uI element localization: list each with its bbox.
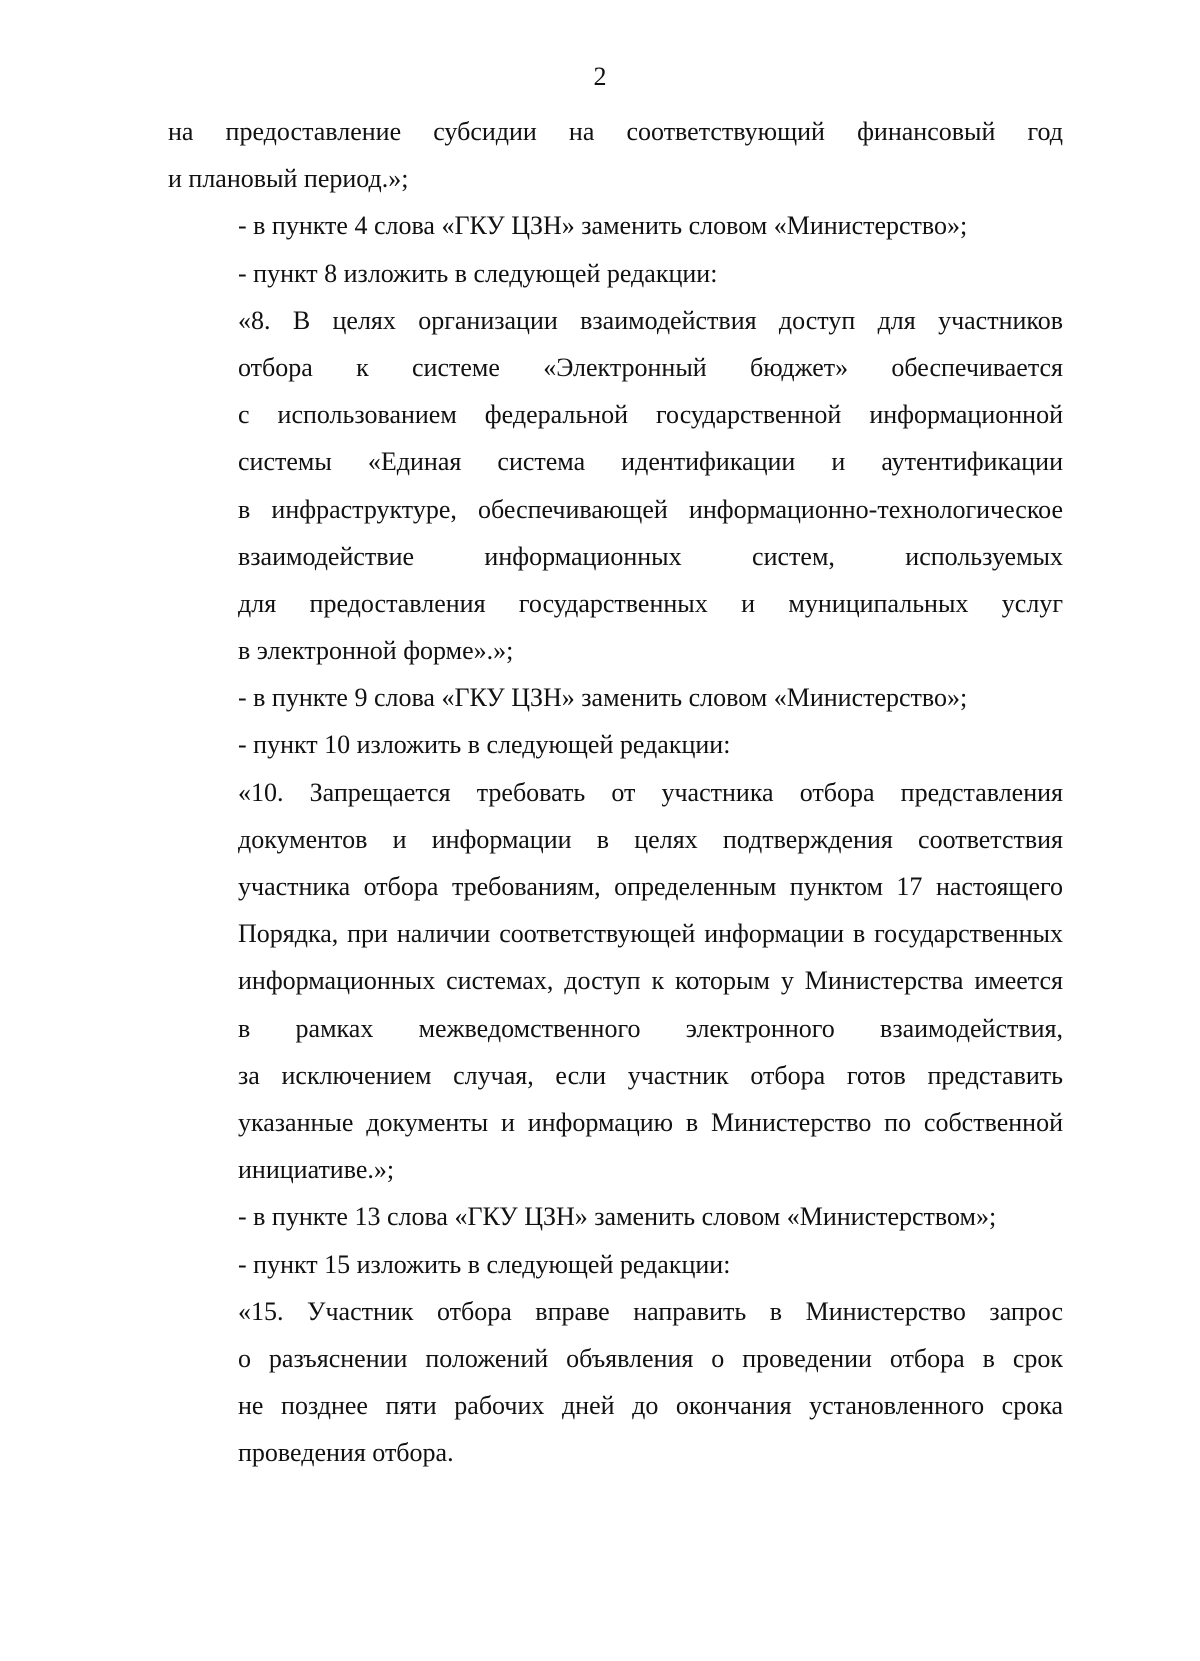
text-line: инициативе.»;: [238, 1155, 395, 1185]
text-line: - в пункте 4 слова «ГКУ ЦЗН» заменить словом «Министерство»;: [238, 211, 968, 241]
paragraph: [168, 721, 1063, 768]
text-line: - в пункте 9 слова «ГКУ ЦЗН» заменить словом «Министерство»;: [238, 683, 968, 713]
text-line: - в пункте 13 слова «ГКУ ЦЗН» заменить словом «Министерством»;: [238, 1202, 997, 1232]
text-line: для предоставления государственных и муниципальных услуг: [238, 588, 1063, 618]
text-line: не позднее пяти рабочих дней до окончания установленного срока: [238, 1391, 1063, 1421]
text-line: Порядка, при наличии соответствующей информации в государственных: [238, 919, 1063, 949]
text-line: в инфраструктуре, обеспечивающей информационно-технологическое: [238, 494, 1063, 524]
text-line: - пункт 10 изложить в следующей редакции:: [238, 730, 731, 760]
text-line: - пункт 15 изложить в следующей редакции:: [238, 1249, 731, 1279]
text-line: в электронной форме».»;: [238, 636, 514, 666]
text-line: с использованием федеральной государственной информационной: [238, 400, 1063, 430]
paragraph: [168, 1241, 1063, 1288]
page-number: 2: [593, 62, 607, 91]
paragraph: [168, 769, 1063, 1194]
text-line: проведения отбора.: [238, 1438, 454, 1468]
paragraph: [168, 250, 1063, 297]
text-line: о разъяснении положений объявления о проведении отбора в срок: [238, 1343, 1063, 1373]
paragraph: [168, 297, 1063, 675]
text-line: в рамках межведомственного электронного взаимодействия,: [238, 1013, 1063, 1043]
paragraph: [168, 202, 1063, 249]
text-line: «10. Запрещается требовать от участника отбора представления: [238, 777, 1063, 807]
text-line: указанные документы и информацию в Министерство по собственной: [238, 1107, 1063, 1137]
text-line: - пункт 8 изложить в следующей редакции:: [238, 258, 718, 288]
paragraph: [168, 674, 1063, 721]
text-line: «8. В целях организации взаимодействия доступ для участников: [238, 305, 1063, 335]
text-line: на предоставление субсидии на соответствующий финансовый год: [168, 117, 1063, 146]
text-line: за исключением случая, если участник отбора готов представить: [238, 1060, 1063, 1090]
text-line: документов и информации в целях подтверждения соответствия: [238, 824, 1063, 854]
document-body: [168, 108, 1063, 1476]
paragraph: [168, 108, 1063, 202]
text-line: взаимодействие информационных систем, используемых: [238, 541, 1063, 571]
text-line: информационных системах, доступ к которым у Министерства имеется: [238, 966, 1063, 996]
text-line: системы «Единая система идентификации и аутентификации: [238, 447, 1063, 477]
paragraph: [168, 1288, 1063, 1477]
text-line: «15. Участник отбора вправе направить в Министерство запрос: [238, 1296, 1063, 1326]
paragraph: [168, 1193, 1063, 1240]
text-line: участника отбора требованиям, определенным пунктом 17 настоящего: [238, 872, 1063, 901]
text-line: отбора к системе «Электронный бюджет» обеспечивается: [238, 352, 1063, 382]
text-line: и плановый период.»;: [168, 164, 409, 194]
